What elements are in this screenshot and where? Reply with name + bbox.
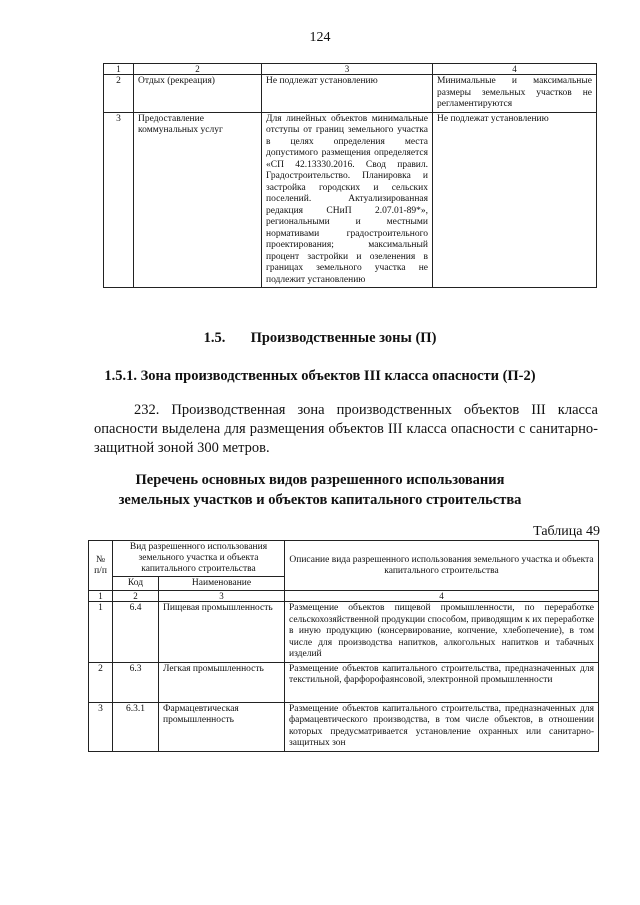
table-header-row	[89, 541, 599, 577]
setback-requirements: Не подлежат установлению	[262, 75, 433, 113]
row-number: 3	[104, 112, 134, 288]
subsection-heading: 1.5.1. Зона производственных объектов III класса опасности (П-2)	[104, 368, 536, 384]
list-heading-line-1: Перечень основных видов разрешенного использования	[135, 472, 505, 488]
use-code: 6.4	[113, 602, 159, 663]
row-number: 1	[89, 602, 113, 663]
table-row	[89, 702, 599, 751]
column-number: 3	[262, 64, 433, 75]
list-heading	[0, 470, 640, 510]
use-name: Легкая промышленность	[159, 662, 285, 702]
use-name: Пищевая промышленность	[159, 602, 285, 663]
table-row	[89, 662, 599, 702]
body-paragraph	[94, 401, 598, 458]
permitted-uses-table	[88, 540, 599, 752]
header-code: Код	[113, 577, 159, 591]
regulations-table-continued	[103, 63, 597, 288]
section-heading	[0, 330, 640, 347]
use-description: Размещение объектов капитального строительства, предназначенных для фармацевтического производства, в том числе объектов, в отношении которых предусматривается установление охранных или санитарно-защитных зон	[285, 702, 599, 751]
use-code: 6.3	[113, 662, 159, 702]
list-heading-line-2: земельных участков и объектов капитального строительства	[118, 492, 522, 508]
use-description: Размещение объектов пищевой промышленности, по переработке сельскохозяйственной продукции способом, приводящим к их переработке в иную продукцию (консервирование, копчение, хлебопечение), в том числе для производства напитков, алкогольных напитков и табачных изделий	[285, 602, 599, 663]
use-description: Размещение объектов капитального строительства, предназначенных для текстильной, фарфорофаянсовой, электронной промышленности	[285, 662, 599, 702]
lot-size-requirements: Не подлежат установлению	[433, 112, 597, 288]
page-number: 124	[309, 30, 331, 45]
header-use-kind: Вид разрешенного использования земельного участка и объекта капитального строительства	[113, 541, 285, 577]
row-number: 3	[89, 702, 113, 751]
table-row	[104, 112, 597, 288]
use-name: Фармацевтическая промышленность	[159, 702, 285, 751]
paragraph-text: 232. Производственная зона производственных объектов III класса опасности выделена для размещения объектов III класса опасности с санитарно-защитной зоной 300 метров.	[94, 402, 598, 456]
header-name: Наименование	[159, 577, 285, 591]
row-number: 2	[89, 662, 113, 702]
column-number: 3	[159, 591, 285, 602]
table-label: Таблица 49	[533, 524, 600, 539]
column-number: 1	[104, 64, 134, 75]
use-type-name: Отдых (рекреация)	[134, 75, 262, 113]
column-number: 2	[113, 591, 159, 602]
lot-size-requirements: Минимальные и максимальные размеры земельных участков не регламентируются	[433, 75, 597, 113]
setback-requirements: Для линейных объектов минимальные отступы от границ земельного участка в целях определения места допустимого размещения определяется «СП 42.13330.2016. Свод правил. Градостроительство. Планировка и застройка городских и сельских поселений. Актуализированная редакция СНиП 2.07.01-89*», региональными и местными нормативами градостроительного проектирования; максимальный процент застройки и озеленения в границах земельного участка не подлежит установлению	[262, 112, 433, 288]
table-row	[104, 75, 597, 113]
column-number: 2	[134, 64, 262, 75]
table-column-numbers	[89, 591, 599, 602]
table-column-numbers	[104, 64, 597, 75]
header-number: № п/п	[89, 541, 113, 591]
column-number: 4	[433, 64, 597, 75]
row-number: 2	[104, 75, 134, 113]
column-number: 4	[285, 591, 599, 602]
use-type-name: Предоставление коммунальных услуг	[134, 112, 262, 288]
table-row	[89, 602, 599, 663]
use-code: 6.3.1	[113, 702, 159, 751]
section-title: Производственные зоны (П)	[250, 330, 437, 346]
section-number: 1.5.	[203, 330, 226, 346]
column-number: 1	[89, 591, 113, 602]
header-description: Описание вида разрешенного использования земельного участка и объекта капитального строительства	[285, 541, 599, 591]
